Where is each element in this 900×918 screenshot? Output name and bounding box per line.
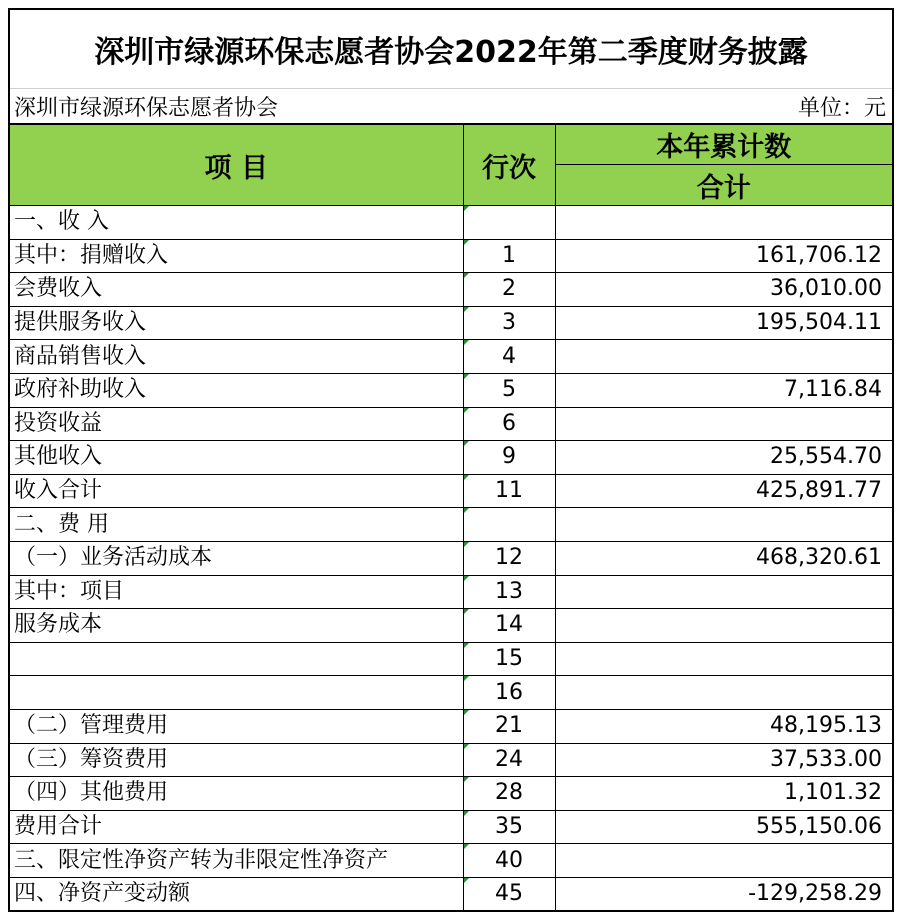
table-row [9, 407, 893, 441]
amount-cell[interactable] [555, 407, 893, 441]
line-number-text: 12 [495, 545, 523, 571]
item-cell[interactable]: 商品销售收入 [9, 340, 463, 374]
table-row [9, 844, 893, 878]
line-number-cell[interactable] [463, 743, 555, 777]
cell-marker-icon [464, 508, 469, 513]
item-cell[interactable]: 其他收入 [9, 441, 463, 475]
item-cell[interactable]: （四）其他费用 [9, 777, 463, 811]
amount-cell[interactable]: 36,010.00 [555, 273, 893, 307]
item-cell[interactable]: 三、限定性净资产转为非限定性净资产 [9, 844, 463, 878]
amount-cell[interactable]: -129,258.29 [555, 877, 893, 911]
amount-cell[interactable] [555, 206, 893, 240]
table-row [9, 373, 893, 407]
line-number-text: 16 [495, 679, 523, 705]
table-row [9, 541, 893, 575]
item-cell[interactable]: 会费收入 [9, 273, 463, 307]
table-row [9, 676, 893, 710]
disclosure-table [8, 8, 894, 912]
amount-cell[interactable] [555, 340, 893, 374]
item-cell[interactable]: 其中：捐赠收入 [9, 239, 463, 273]
amount-cell[interactable]: 7,116.84 [555, 373, 893, 407]
table-row [9, 609, 893, 643]
cell-marker-icon [464, 609, 469, 614]
cell-marker-icon [464, 441, 469, 446]
cell-marker-icon [464, 273, 469, 278]
header-total[interactable]: 合计 [555, 165, 893, 206]
line-number-text: 21 [495, 713, 523, 739]
line-number-cell[interactable] [463, 676, 555, 710]
line-number-text: 9 [502, 444, 516, 470]
table-row [9, 810, 893, 844]
item-cell[interactable]: 二、费 用 [9, 508, 463, 542]
amount-cell[interactable] [555, 844, 893, 878]
title-row [9, 9, 893, 89]
line-number-cell[interactable] [463, 441, 555, 475]
item-cell[interactable]: 投资收益 [9, 407, 463, 441]
line-number-cell[interactable] [463, 541, 555, 575]
cell-marker-icon [464, 844, 469, 849]
table-row [9, 239, 893, 273]
cell-marker-icon [464, 206, 469, 211]
cell-marker-icon [464, 475, 469, 480]
header-row-1 [9, 124, 893, 165]
table-row [9, 441, 893, 475]
line-number-cell[interactable] [463, 239, 555, 273]
table-row [9, 474, 893, 508]
item-cell[interactable]: 收入合计 [9, 474, 463, 508]
item-cell[interactable] [9, 676, 463, 710]
item-cell[interactable]: 服务成本 [9, 609, 463, 643]
amount-cell[interactable] [555, 642, 893, 676]
table-row [9, 642, 893, 676]
line-number-text: 35 [495, 813, 523, 839]
line-number-text: 4 [502, 343, 516, 369]
cell-marker-icon [464, 576, 469, 581]
cell-marker-icon [464, 676, 469, 681]
line-number-text: 40 [495, 847, 523, 873]
table-row [9, 206, 893, 240]
amount-cell[interactable]: 161,706.12 [555, 239, 893, 273]
line-number-text: 28 [495, 780, 523, 806]
amount-cell[interactable] [555, 575, 893, 609]
table-row [9, 743, 893, 777]
amount-cell[interactable] [555, 508, 893, 542]
item-cell[interactable]: 一、收 入 [9, 206, 463, 240]
header-item[interactable]: 项 目 [9, 124, 463, 206]
header-period[interactable]: 本年累计数 [555, 124, 893, 165]
item-cell[interactable]: 提供服务收入 [9, 306, 463, 340]
line-number-cell[interactable] [463, 575, 555, 609]
unit-label-cell[interactable]: 单位：元 [555, 89, 893, 125]
line-number-text: 11 [495, 478, 523, 504]
cell-marker-icon [464, 878, 469, 883]
line-number-text: 5 [502, 377, 516, 403]
table-row [9, 340, 893, 374]
line-number-cell[interactable] [463, 340, 555, 374]
cell-marker-icon [464, 777, 469, 782]
line-number-text: 13 [495, 578, 523, 604]
line-number-cell[interactable] [463, 844, 555, 878]
line-number-text: 14 [495, 612, 523, 638]
cell-marker-icon [464, 643, 469, 648]
amount-cell[interactable]: 468,320.61 [555, 541, 893, 575]
financial-disclosure-sheet [8, 8, 892, 912]
amount-cell[interactable]: 25,554.70 [555, 441, 893, 475]
table-row [9, 575, 893, 609]
line-number-cell[interactable] [463, 508, 555, 542]
line-number-text: 24 [495, 746, 523, 772]
amount-cell[interactable]: 48,195.13 [555, 709, 893, 743]
line-number-cell[interactable] [463, 877, 555, 911]
item-cell[interactable]: 政府补助收入 [9, 373, 463, 407]
meta-empty-cell[interactable] [463, 89, 555, 125]
line-number-cell[interactable] [463, 777, 555, 811]
line-number-text: 15 [495, 646, 523, 672]
line-number-cell[interactable] [463, 474, 555, 508]
item-cell[interactable]: 四、净资产变动额 [9, 877, 463, 911]
org-name-cell[interactable]: 深圳市绿源环保志愿者协会 [9, 89, 463, 125]
amount-cell[interactable]: 425,891.77 [555, 474, 893, 508]
meta-row [9, 89, 893, 125]
line-number-text: 45 [495, 881, 523, 907]
table-row [9, 273, 893, 307]
item-cell[interactable]: 其中：项目 [9, 575, 463, 609]
item-cell[interactable]: （三）筹资费用 [9, 743, 463, 777]
line-number-cell[interactable] [463, 609, 555, 643]
line-number-cell[interactable] [463, 206, 555, 240]
cell-marker-icon [464, 542, 469, 547]
cell-marker-icon [464, 811, 469, 816]
table-row [9, 777, 893, 811]
cell-marker-icon [464, 307, 469, 312]
cell-marker-icon [464, 408, 469, 413]
line-number-cell[interactable] [463, 407, 555, 441]
table-row [9, 877, 893, 911]
cell-marker-icon [464, 744, 469, 749]
cell-marker-icon [464, 340, 469, 345]
line-number-cell[interactable] [463, 810, 555, 844]
line-number-cell[interactable] [463, 306, 555, 340]
amount-cell[interactable] [555, 676, 893, 710]
line-number-cell[interactable] [463, 709, 555, 743]
table-row [9, 508, 893, 542]
table-row [9, 306, 893, 340]
item-cell[interactable]: 费用合计 [9, 810, 463, 844]
table-row [9, 709, 893, 743]
line-number-cell[interactable] [463, 273, 555, 307]
amount-cell[interactable]: 555,150.06 [555, 810, 893, 844]
header-line-no[interactable]: 行次 [463, 124, 555, 206]
cell-marker-icon [464, 240, 469, 245]
line-number-text: 2 [502, 276, 516, 302]
amount-cell[interactable] [555, 609, 893, 643]
line-number-text: 1 [502, 242, 516, 268]
amount-cell[interactable]: 195,504.11 [555, 306, 893, 340]
amount-cell[interactable]: 37,533.00 [555, 743, 893, 777]
line-number-cell[interactable] [463, 373, 555, 407]
line-number-cell[interactable] [463, 642, 555, 676]
sheet-title[interactable]: 深圳市绿源环保志愿者协会2022年第二季度财务披露 [9, 9, 893, 89]
cell-marker-icon [464, 374, 469, 379]
amount-cell[interactable]: 1,101.32 [555, 777, 893, 811]
cell-marker-icon [464, 710, 469, 715]
line-number-text: 6 [502, 410, 516, 436]
item-cell[interactable]: （二）管理费用 [9, 709, 463, 743]
item-cell[interactable] [9, 642, 463, 676]
item-cell[interactable]: （一）业务活动成本 [9, 541, 463, 575]
line-number-text: 3 [502, 310, 516, 336]
